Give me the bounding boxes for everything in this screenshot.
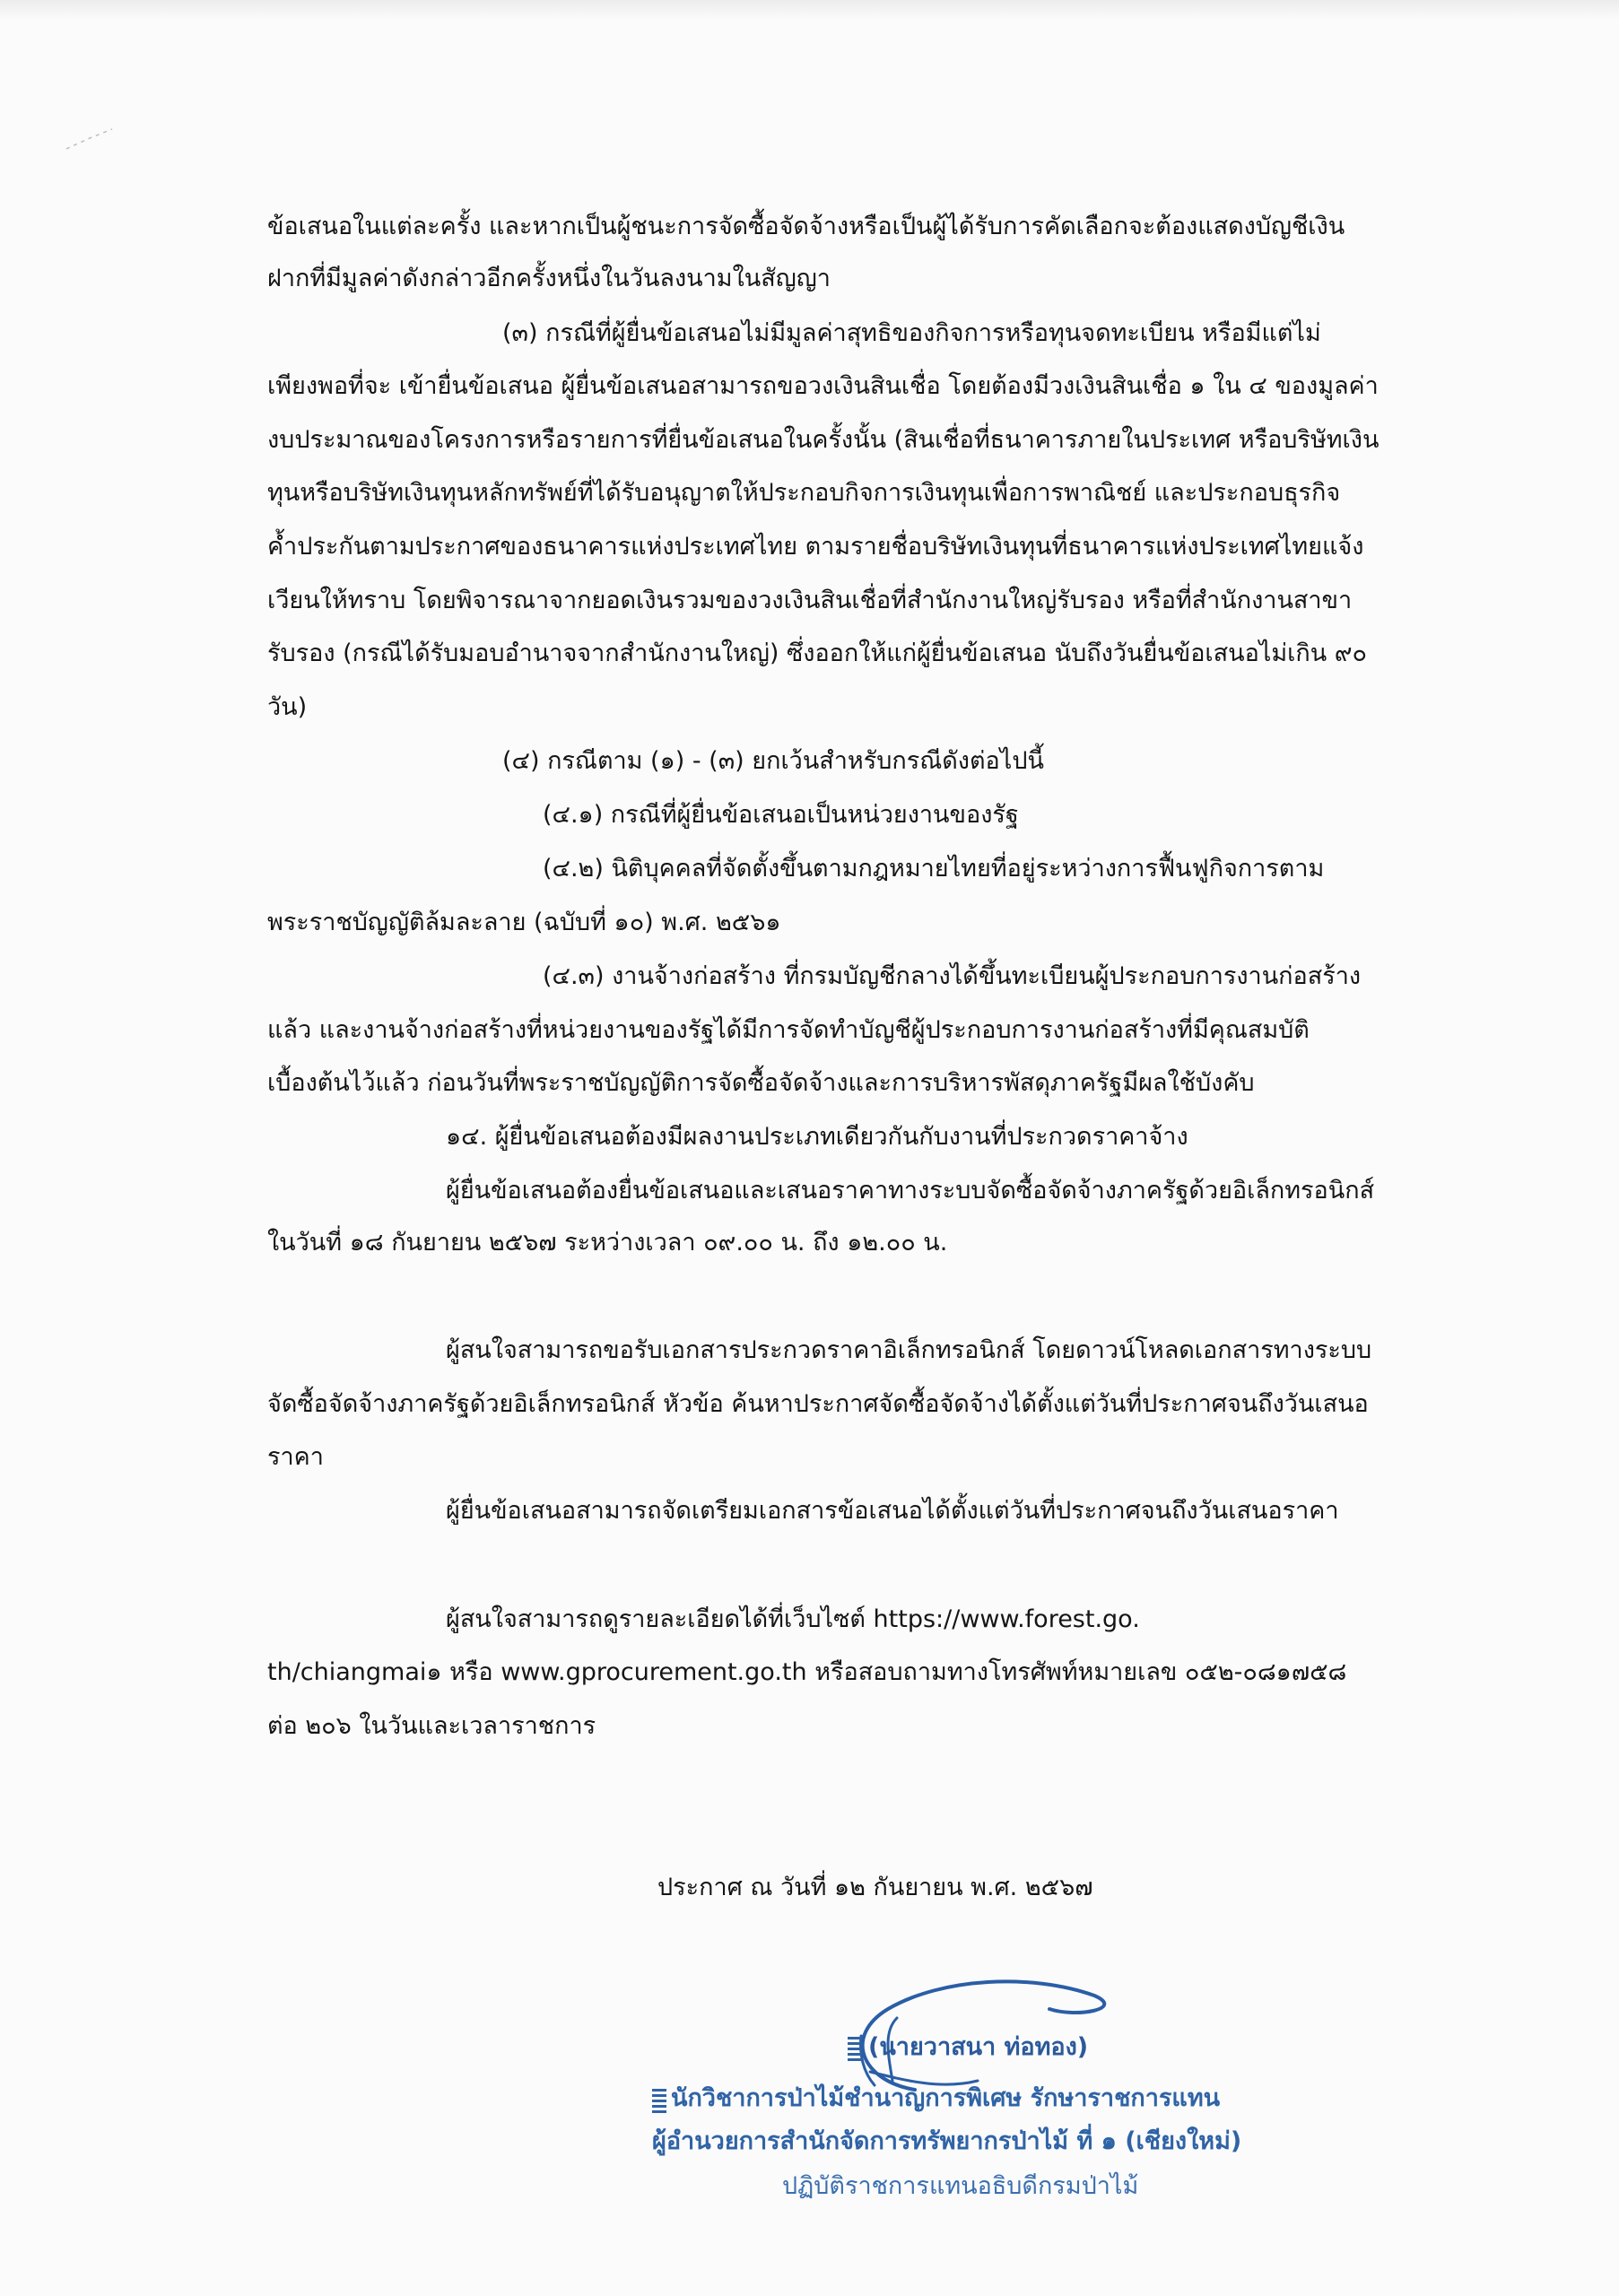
body-line: (๓) กรณีที่ผู้ยื่นข้อเสนอไม่มีมูลค่าสุทธิของกิจการหรือทุนจดทะเบียน หรือมีแต่ไม่ — [502, 319, 1321, 347]
body-line: (๔.๑) กรณีที่ผู้ยื่นข้อเสนอเป็นหน่วยงานของรัฐ — [543, 801, 1019, 829]
body-line: รับรอง (กรณีได้รับมอบอำนาจจากสำนักงานใหญ่) ซึ่งออกให้แก่ผู้ยื่นข้อเสนอ นับถึงวันยื่นข้อเสนอไม่เกิน ๙๐ — [267, 639, 1368, 667]
signatory-name: (นายวาสนา ท่อทอง) — [868, 2033, 1089, 2061]
signatory-position: ปฏิบัติราชการแทนอธิบดีกรมป่าไม้ — [782, 2172, 1139, 2200]
stamp-mark-icon — [848, 2034, 862, 2061]
body-line: (๔.๓) งานจ้างก่อสร้าง ที่กรมบัญชีกลางได้ขึ้นทะเบียนผู้ประกอบการงานก่อสร้าง — [543, 962, 1362, 990]
body-line: วัน) — [267, 693, 308, 721]
body-line: ผู้สนใจสามารถขอรับเอกสารประกวดราคาอิเล็กทรอนิกส์ โดยดาวน์โหลดเอกสารทางระบบ — [446, 1336, 1372, 1364]
body-line: งบประมาณของโครงการหรือรายการที่ยื่นข้อเสนอในครั้งนั้น (สินเชื่อที่ธนาคารภายในประเทศ หรือบริษัทเงิน — [267, 426, 1380, 454]
stamp-mark-icon — [652, 2086, 666, 2113]
scan-edge-shadow — [0, 0, 1619, 20]
body-line: จัดซื้อจัดจ้างภาครัฐด้วยอิเล็กทรอนิกส์ หัวข้อ ค้นหาประกาศจัดซื้อจัดจ้างได้ตั้งแต่วันที่ประกาศจนถึงวันเสนอ — [267, 1390, 1369, 1418]
body-line: ฝากที่มีมูลค่าดังกล่าวอีกครั้งหนึ่งในวันลงนามในสัญญา — [267, 265, 831, 292]
body-line: ราคา — [267, 1443, 324, 1471]
body-line: (๔) กรณีตาม (๑) - (๓) ยกเว้นสำหรับกรณีดังต่อไปนี้ — [502, 747, 1044, 775]
body-line: ผู้ยื่นข้อเสนอสามารถจัดเตรียมเอกสารข้อเสนอได้ตั้งแต่วันที่ประกาศจนถึงวันเสนอราคา — [446, 1497, 1339, 1525]
announce-date: ประกาศ ณ วันที่ ๑๒ กันยายน พ.ศ. ๒๕๖๗ — [657, 1874, 1093, 1901]
body-line: th/chiangmai๑ หรือ www.gprocurement.go.th หรือสอบถามทางโทรศัพท์หมายเลข ๐๕๒-๐๘๑๗๕๘ — [267, 1658, 1347, 1686]
body-line: ทุนหรือบริษัทเงินทุนหลักทรัพย์ที่ได้รับอนุญาตให้ประกอบกิจการเงินทุนเพื่อการพาณิชย์ และประกอบธุรกิจ — [267, 479, 1341, 507]
body-line: ข้อเสนอในแต่ละครั้ง และหากเป็นผู้ชนะการจัดซื้อจัดจ้างหรือเป็นผู้ได้รับการคัดเลือกจะต้องแสดงบัญชีเงิน — [267, 213, 1345, 240]
signatory-position: นักวิชาการป่าไม้ชำนาญการพิเศษ รักษาราชการแทน — [671, 2084, 1221, 2112]
signatory-position: ผู้อำนวยการสำนักจัดการทรัพยากรป่าไม้ ที่ ๑ (เชียงใหม่) — [652, 2127, 1242, 2155]
body-line: เวียนให้ทราบ โดยพิจารณาจากยอดเงินรวมของวงเงินสินเชื่อที่สำนักงานใหญ่รับรอง หรือที่สำนักงานสาขา — [267, 587, 1353, 614]
scan-speck — [63, 126, 117, 152]
body-line: พระราชบัญญัติล้มละลาย (ฉบับที่ ๑๐) พ.ศ. ๒๕๖๑ — [267, 909, 781, 936]
body-line: เพียงพอที่จะ เข้ายื่นข้อเสนอ ผู้ยื่นข้อเสนอสามารถขอวงเงินสินเชื่อ โดยต้องมีวงเงินสินเชื่อ ๑ ใน ๔ ของมูลค่า — [267, 372, 1379, 400]
body-line: เบื้องต้นไว้แล้ว ก่อนวันที่พระราชบัญญัติการจัดซื้อจัดจ้างและการบริหารพัสดุภาครัฐมีผลใช้บังคับ — [267, 1069, 1255, 1097]
body-line: ค้ำประกันตามประกาศของธนาคารแห่งประเทศไทย ตามรายชื่อบริษัทเงินทุนที่ธนาคารแห่งประเทศไทยแจ้ง — [267, 533, 1364, 561]
body-line: ต่อ ๒๐๖ ในวันและเวลาราชการ — [267, 1712, 596, 1740]
body-line: ในวันที่ ๑๘ กันยายน ๒๕๖๗ ระหว่างเวลา ๐๙.๐๐ น. ถึง ๑๒.๐๐ น. — [267, 1229, 948, 1257]
body-line: (๔.๒) นิติบุคคลที่จัดตั้งขึ้นตามกฎหมายไทยที่อยู่ระหว่างการฟื้นฟูกิจการตาม — [543, 855, 1325, 883]
body-line: ผู้ยื่นข้อเสนอต้องยื่นข้อเสนอและเสนอราคาทางระบบจัดซื้อจัดจ้างภาครัฐด้วยอิเล็กทรอนิกส์ — [446, 1177, 1375, 1205]
body-line: แล้ว และงานจ้างก่อสร้างที่หน่วยงานของรัฐได้มีการจัดทำบัญชีผู้ประกอบการงานก่อสร้างที่มีคุณสมบัติ — [267, 1016, 1310, 1044]
body-line: ผู้สนใจสามารถดูรายละเอียดได้ที่เว็บไซต์ https://www.forest.go. — [446, 1605, 1140, 1633]
body-line: ๑๔. ผู้ยื่นข้อเสนอต้องมีผลงานประเภทเดียวกันกับงานที่ประกวดราคาจ้าง — [446, 1123, 1188, 1151]
